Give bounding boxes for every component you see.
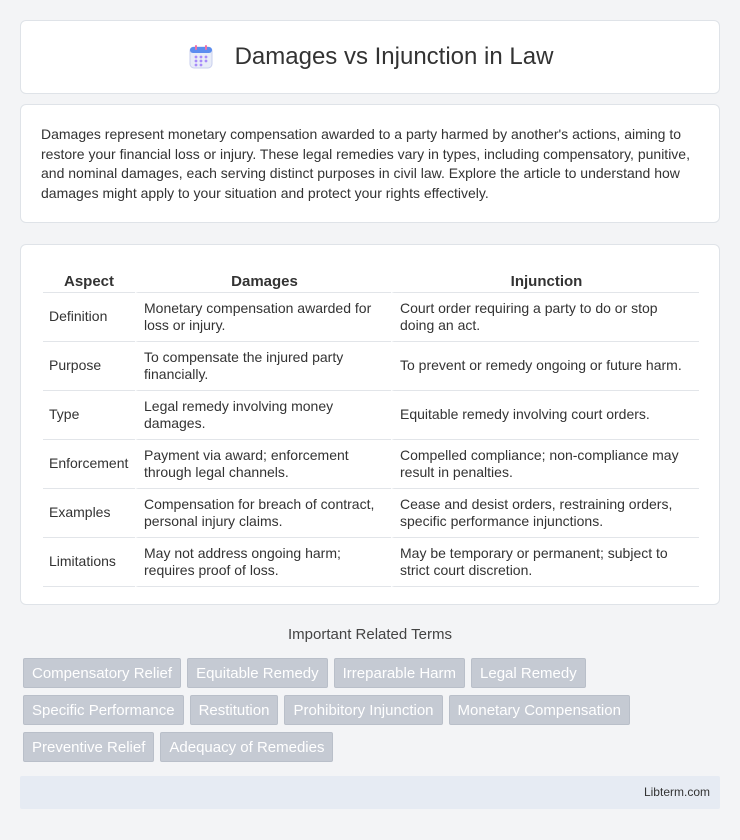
table-header-row bbox=[43, 265, 699, 293]
injunction-cell: Equitable remedy involving court orders. bbox=[391, 391, 699, 440]
table-row bbox=[43, 489, 699, 538]
footer-link[interactable]: Libterm.com bbox=[643, 785, 710, 799]
table-row bbox=[43, 342, 699, 391]
intro-text: Damages represent monetary compensation awarded to a party harmed by another's actions, aiming to restore your financial loss or injury. These legal remedies vary in types, including compensatory, punitive, and nominal damages, each serving distinct purposes in civil law. Explore the article to understand how damages might apply to your situation and protect your rights effectively. bbox=[41, 126, 690, 201]
aspect-cell: Examples bbox=[43, 489, 135, 538]
damages-cell: Compensation for breach of contract, personal injury claims. bbox=[135, 489, 391, 538]
header-card bbox=[20, 20, 720, 94]
term-tag[interactable]: Monetary Compensation bbox=[449, 695, 630, 725]
aspect-cell: Definition bbox=[43, 293, 135, 342]
damages-cell: To compensate the injured party financially. bbox=[135, 342, 391, 391]
injunction-cell: Compelled compliance; non-compliance may result in penalties. bbox=[391, 440, 699, 489]
term-tag[interactable]: Specific Performance bbox=[23, 695, 184, 725]
injunction-cell: May be temporary or permanent; subject to strict court discretion. bbox=[391, 538, 699, 587]
aspect-cell: Type bbox=[43, 391, 135, 440]
aspect-cell: Purpose bbox=[43, 342, 135, 391]
term-tag[interactable]: Adequacy of Remedies bbox=[160, 732, 333, 762]
term-tag[interactable]: Compensatory Relief bbox=[23, 658, 181, 688]
term-tag[interactable]: Irreparable Harm bbox=[334, 658, 465, 688]
intro-card bbox=[20, 104, 720, 223]
injunction-cell: Court order requiring a party to do or stop doing an act. bbox=[391, 293, 699, 342]
calendar-icon bbox=[187, 43, 215, 71]
term-tag[interactable]: Prohibitory Injunction bbox=[284, 695, 442, 725]
term-tag[interactable]: Restitution bbox=[190, 695, 279, 725]
term-tag[interactable]: Legal Remedy bbox=[471, 658, 586, 688]
table-row bbox=[43, 391, 699, 440]
aspect-cell: Enforcement bbox=[43, 440, 135, 489]
damages-cell: Payment via award; enforcement through legal channels. bbox=[135, 440, 391, 489]
table-row bbox=[43, 440, 699, 489]
damages-cell: Legal remedy involving money damages. bbox=[135, 391, 391, 440]
page-title: Damages vs Injunction in Law bbox=[234, 43, 554, 70]
term-tag[interactable]: Preventive Relief bbox=[23, 732, 154, 762]
comparison-table-card bbox=[20, 244, 720, 605]
injunction-cell: Cease and desist orders, restraining orders, specific performance injunctions. bbox=[391, 489, 699, 538]
aspect-cell: Limitations bbox=[43, 538, 135, 587]
table-row bbox=[43, 538, 699, 587]
term-tag[interactable]: Equitable Remedy bbox=[187, 658, 328, 688]
related-terms-list bbox=[23, 658, 723, 769]
footer bbox=[20, 776, 720, 809]
related-terms-title: Important Related Terms bbox=[288, 626, 452, 643]
header-aspect: Aspect bbox=[43, 265, 135, 293]
comparison-table bbox=[43, 265, 699, 587]
header-injunction: Injunction bbox=[391, 265, 699, 293]
damages-cell: May not address ongoing harm; requires proof of loss. bbox=[135, 538, 391, 587]
table-row bbox=[43, 293, 699, 342]
injunction-cell: To prevent or remedy ongoing or future harm. bbox=[391, 342, 699, 391]
header-damages: Damages bbox=[135, 265, 391, 293]
damages-cell: Monetary compensation awarded for loss or injury. bbox=[135, 293, 391, 342]
